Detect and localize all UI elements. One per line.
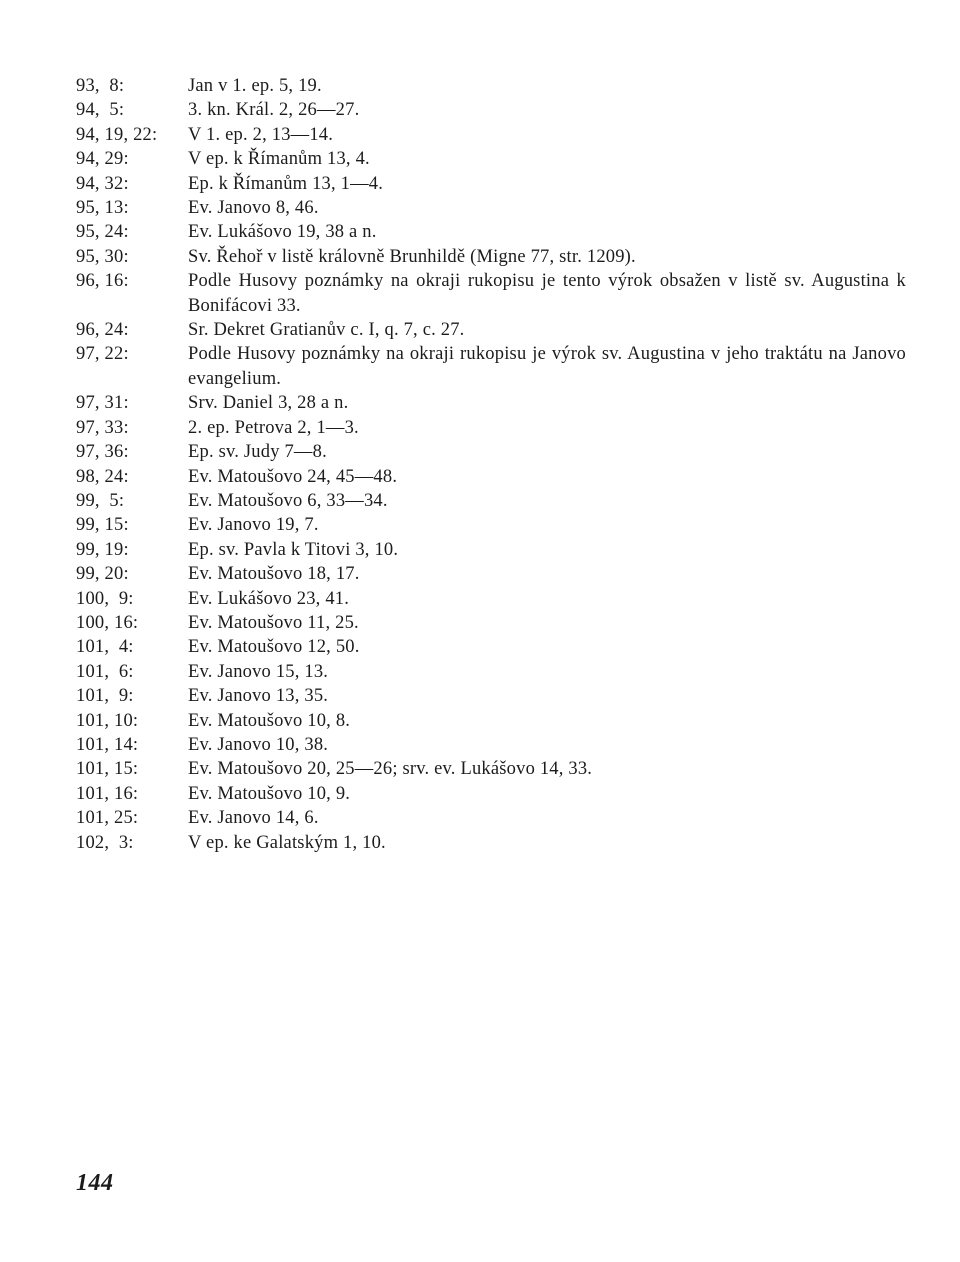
note-entry <box>76 538 906 562</box>
note-text: Ev. Matoušovo 18, 17. <box>188 564 360 585</box>
note-reference: 101, 14: <box>76 734 139 755</box>
note-reference: 95, 13: <box>76 198 129 219</box>
note-reference: 99, 15: <box>76 515 129 536</box>
note-entry <box>76 245 906 269</box>
note-reference: 98, 24: <box>76 466 129 487</box>
note-reference: 100, 9: <box>76 588 134 609</box>
note-entry <box>76 831 906 855</box>
note-entry <box>76 733 906 757</box>
note-text: Ev. Matoušovo 11, 25. <box>188 612 359 633</box>
note-reference: 102, 3: <box>76 832 134 853</box>
note-entry <box>76 123 906 147</box>
note-entry <box>76 220 906 244</box>
note-text: 3. kn. Král. 2, 26—27. <box>188 100 360 121</box>
note-entry <box>76 806 906 830</box>
note-reference: 97, 31: <box>76 393 129 414</box>
note-entry <box>76 74 906 98</box>
note-text: Ev. Janovo 10, 38. <box>188 734 329 755</box>
page-number: 144 <box>76 1170 114 1196</box>
note-entry <box>76 709 906 733</box>
note-text: Ev. Lukášovo 23, 41. <box>188 588 350 609</box>
note-text: Ev. Matoušovo 6, 33—34. <box>188 490 388 511</box>
note-reference: 96, 16: <box>76 271 129 292</box>
note-reference: 101, 10: <box>76 710 139 731</box>
note-entry <box>76 587 906 611</box>
note-text: V ep. ke Galatským 1, 10. <box>188 832 386 853</box>
note-entry <box>76 196 906 220</box>
note-text: Ev. Matoušovo 24, 45—48. <box>188 466 398 487</box>
note-reference: 94, 32: <box>76 173 129 194</box>
note-entry <box>76 391 906 415</box>
note-text: Ev. Lukášovo 19, 38 a n. <box>188 222 377 243</box>
note-reference: 101, 9: <box>76 686 134 707</box>
note-entry <box>76 440 906 464</box>
note-reference: 99, 19: <box>76 539 129 560</box>
note-text: Ev. Matoušovo 10, 9. <box>188 783 351 804</box>
note-entry <box>76 342 906 391</box>
note-text: Podle Husovy poznámky na okraji rukopisu je výrok sv. Augustina v jeho traktátu na Janovo evangelium. <box>188 344 906 389</box>
note-entry <box>76 562 906 586</box>
note-entry <box>76 172 906 196</box>
note-reference: 94, 19, 22: <box>76 124 158 145</box>
note-reference: 93, 8: <box>76 76 125 96</box>
note-text: Ev. Matoušovo 10, 8. <box>188 710 351 731</box>
note-reference: 97, 33: <box>76 417 129 438</box>
note-entry <box>76 269 906 318</box>
note-entry <box>76 757 906 781</box>
note-text: Ev. Janovo 14, 6. <box>188 808 319 829</box>
note-entry <box>76 782 906 806</box>
note-text: Sv. Řehoř v listě královně Brunhildě (Migne 77, str. 1209). <box>188 246 636 267</box>
note-reference: 99, 20: <box>76 564 129 585</box>
note-text: V 1. ep. 2, 13—14. <box>188 124 334 145</box>
note-reference: 101, 15: <box>76 759 139 780</box>
note-text: Ep. sv. Judy 7—8. <box>188 442 327 463</box>
note-reference: 101, 25: <box>76 808 139 829</box>
notes-list <box>76 74 906 855</box>
note-text: Ep. k Římanům 13, 1—4. <box>188 173 384 194</box>
note-reference: 97, 22: <box>76 344 129 365</box>
note-entry <box>76 611 906 635</box>
note-text: Sr. Dekret Gratianův c. I, q. 7, c. 27. <box>188 320 465 341</box>
note-entry <box>76 98 906 122</box>
note-entry <box>76 660 906 684</box>
note-entry <box>76 684 906 708</box>
note-reference: 100, 16: <box>76 612 139 633</box>
note-reference: 95, 30: <box>76 246 129 267</box>
note-entry <box>76 318 906 342</box>
note-reference: 97, 36: <box>76 442 129 463</box>
note-text: Ev. Janovo 8, 46. <box>188 198 319 219</box>
note-entry <box>76 416 906 440</box>
note-text: Ev. Janovo 13, 35. <box>188 686 329 707</box>
note-reference: 95, 24: <box>76 222 129 243</box>
note-reference: 94, 29: <box>76 149 129 170</box>
note-reference: 101, 4: <box>76 637 134 658</box>
note-entry <box>76 635 906 659</box>
note-reference: 96, 24: <box>76 320 129 341</box>
note-text: Ep. sv. Pavla k Titovi 3, 10. <box>188 539 399 560</box>
note-reference: 101, 6: <box>76 661 134 682</box>
note-text: Srv. Daniel 3, 28 a n. <box>188 393 349 414</box>
note-text: Podle Husovy poznámky na okraji rukopisu je tento výrok obsažen v listě sv. Augustina k Bonifácovi 33. <box>188 271 906 316</box>
note-entry <box>76 489 906 513</box>
note-text: V ep. k Římanům 13, 4. <box>188 149 370 170</box>
note-reference: 101, 16: <box>76 783 139 804</box>
note-text: Ev. Janovo 15, 13. <box>188 661 329 682</box>
note-reference: 99, 5: <box>76 490 125 511</box>
note-entry <box>76 465 906 489</box>
note-text: Jan v 1. ep. 5, 19. <box>188 76 322 96</box>
note-text: Ev. Janovo 19, 7. <box>188 515 319 536</box>
note-reference: 94, 5: <box>76 100 125 121</box>
note-text: Ev. Matoušovo 12, 50. <box>188 637 360 658</box>
note-text: 2. ep. Petrova 2, 1—3. <box>188 417 359 438</box>
note-text: Ev. Matoušovo 20, 25—26; srv. ev. Lukášovo 14, 33. <box>188 759 593 780</box>
note-entry <box>76 513 906 537</box>
note-entry <box>76 147 906 171</box>
